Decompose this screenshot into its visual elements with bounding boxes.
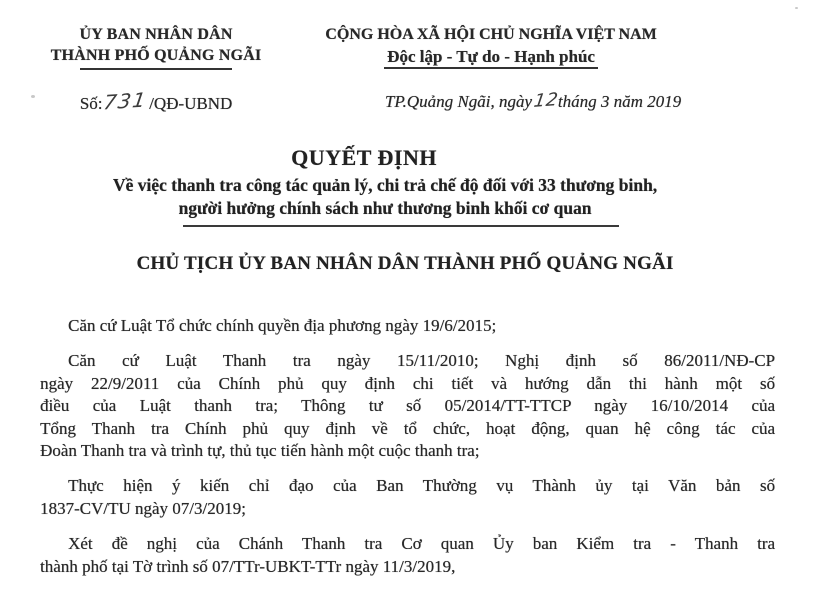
subject-underline: [183, 225, 619, 227]
subject-line2: người hưởng chính sách như thương binh khối cơ quan: [178, 198, 592, 218]
paragraph-line: Đoàn Thanh tra và trình tự, thủ tục tiến hành một cuộc thanh tra;: [40, 441, 480, 461]
scan-speck: [795, 7, 798, 9]
issuing-authority-underline: [80, 68, 232, 70]
national-name-line: CỘNG HÒA XÃ HỘI CHỦ NGHĨA VIỆT NAM: [325, 26, 657, 43]
paragraph-line: Thực hiện ý kiến chỉ đạo của Ban Thường vụ Thành ủy tại Văn bản số: [68, 476, 775, 496]
paragraph-line: 1837-CV/TU ngày 07/3/2019;: [40, 498, 246, 518]
place-and-date-line: [338, 89, 728, 114]
document-body: [40, 315, 775, 578]
paragraph-line: điều của Luật thanh tra; Thông tư số 05/2014/TT-TTCP ngày 16/10/2014 của: [40, 396, 775, 416]
document-header: [0, 0, 818, 70]
document-type-title: QUYẾT ĐỊNH: [291, 145, 437, 170]
paragraph-line: Xét đề nghị của Chánh Thanh tra Cơ quan Ủy ban Kiểm tra - Thanh tra: [68, 534, 775, 554]
legal-basis-paragraph-1: [40, 315, 775, 337]
date-day-handwritten: 12: [532, 89, 560, 112]
reference-row: [0, 87, 818, 115]
dateline-prefix: TP.Quảng Ngãi, ngày: [384, 92, 532, 111]
legal-basis-paragraph-2: [40, 350, 775, 462]
document-number: [16, 87, 296, 115]
paragraph-line: Căn cứ Luật Thanh tra ngày 15/11/2010; Nghị định số 86/2011/NĐ-CP: [68, 351, 775, 371]
document-number-suffix: /QĐ-UBND: [149, 94, 233, 113]
dateline-suffix: tháng 3 năm 2019: [557, 92, 682, 111]
subject-line1: Về việc thanh tra công tác quản lý, chi trả chế độ đối với 33 thương binh,: [112, 175, 658, 195]
issuing-authority-block: [16, 24, 296, 70]
issuing-authority-line1: ỦY BAN NHÂN DÂN: [79, 26, 233, 43]
document-number-label: Số:: [79, 94, 103, 113]
paragraph-line: Tổng Thanh tra Chính phủ quy định về tổ chức, hoạt động, quan hệ công tác của: [40, 418, 775, 438]
document-subject: [0, 174, 794, 227]
paragraph-line: ngày 22/9/2011 của Chính phủ quy định chi tiết và hướng dẫn thi hành một số: [40, 373, 775, 393]
paragraph-line: thành phố tại Tờ trình số 07/TTr-UBKT-TTr ngày 11/3/2019,: [40, 556, 456, 576]
paragraph-line: Căn cứ Luật Tổ chức chính quyền địa phương ngày 19/6/2015;: [68, 316, 497, 335]
national-header-block: [296, 24, 686, 70]
proposal-paragraph: [40, 533, 775, 578]
deciding-authority-heading: CHỦ TỊCH ỦY BAN NHÂN DÂN THÀNH PHỐ QUẢNG NGÃI: [136, 253, 674, 274]
issuing-authority-line2: THÀNH PHỐ QUẢNG NGÃI: [50, 47, 262, 64]
national-motto-text: Độc lập - Tự do - Hạnh phúc: [384, 47, 598, 69]
national-motto-line: [296, 45, 686, 68]
scan-speck: [31, 95, 35, 98]
document-number-handwritten: 731: [102, 87, 150, 115]
directive-paragraph: [40, 475, 775, 520]
